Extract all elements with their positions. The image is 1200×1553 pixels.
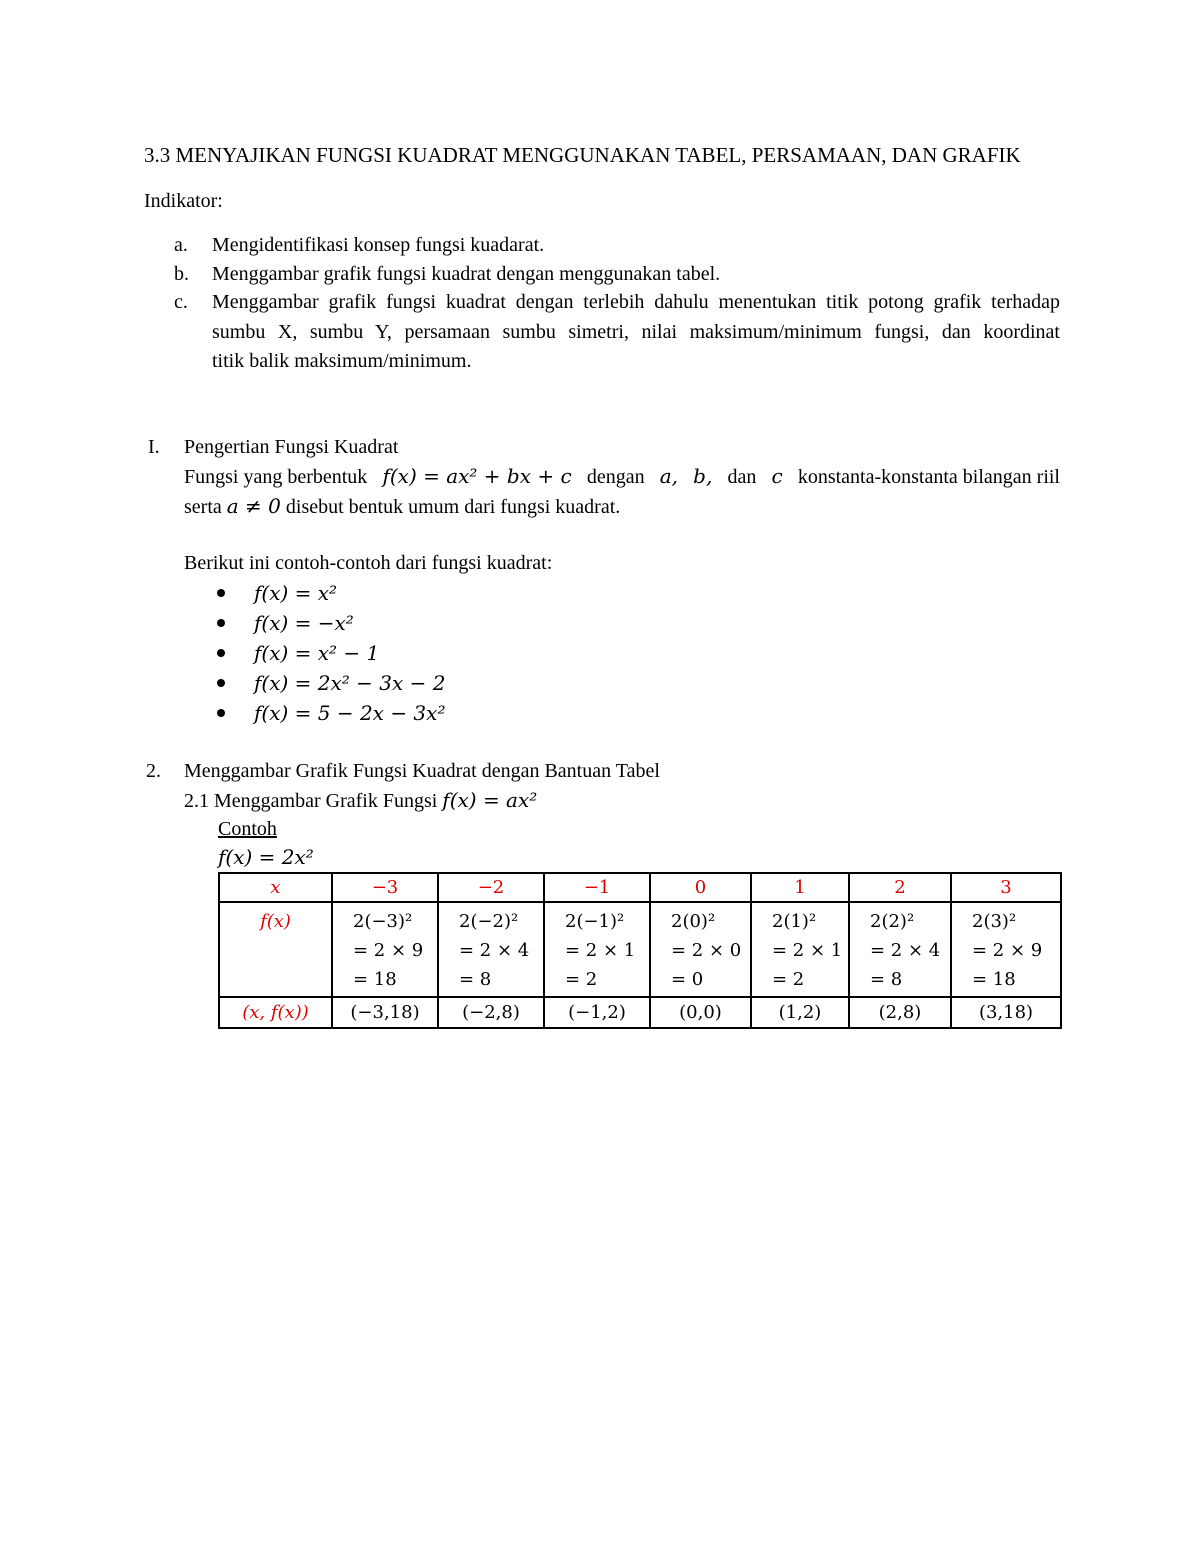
function-table [218, 872, 1062, 1029]
example-formula: f(x) = 5 − 2x − 3x² [254, 701, 446, 725]
page-title: 3.3 MENYAJIKAN FUNGSI KUADRAT MENGGUNAKAN TABEL, PERSAMAAN, DAN GRAFIK [144, 143, 1021, 167]
fx-step: = 8 [459, 969, 492, 990]
fx-cell [438, 902, 544, 997]
list-marker: a. [174, 234, 188, 256]
definition-text: dengan [586, 466, 645, 488]
fx-step: = 18 [972, 969, 1016, 990]
fx-cell [751, 902, 849, 997]
fx-step: = 2 × 4 [870, 940, 941, 961]
example-formula: f(x) = 2x² − 3x − 2 [254, 671, 446, 695]
definition-line2 [184, 496, 620, 517]
header-fx: f(x) [219, 902, 332, 997]
example-formula: f(x) = x² − 1 [254, 641, 380, 665]
header-x: x [219, 873, 332, 902]
bullet-icon [217, 619, 225, 627]
fx-cell [544, 902, 650, 997]
list-marker: b. [174, 263, 189, 285]
pair-cell: (3,18) [951, 997, 1061, 1028]
x-value: 0 [650, 873, 751, 902]
contoh-formula: f(x) = 2x² [218, 845, 314, 869]
pair-cell: (−2,8) [438, 997, 544, 1028]
fx-step: = 0 [671, 969, 704, 990]
fx-step: 2(−1)² [565, 911, 625, 932]
fx-step: = 2 × 9 [353, 940, 424, 961]
bullet-icon [217, 709, 225, 717]
fx-step: = 18 [353, 969, 397, 990]
pair-cell: (−1,2) [544, 997, 650, 1028]
pair-cell: (1,2) [751, 997, 849, 1028]
condition-formula: a ≠ 0 [226, 494, 281, 518]
fx-cell [332, 902, 438, 997]
subsection-formula: f(x) = ax² [442, 788, 538, 812]
table-row [219, 873, 1061, 902]
fx-step: 2(0)² [671, 911, 716, 932]
fx-step: 2(2)² [870, 911, 915, 932]
x-value: 1 [751, 873, 849, 902]
fx-step: = 2 [772, 969, 805, 990]
indikator-item-c-line2: sumbu X, sumbu Y, persamaan sumbu simetri, nilai maksimum/minimum fungsi, dan koordinat [212, 321, 1060, 343]
example-formula: f(x) = −x² [254, 611, 354, 635]
section-number: I. [148, 436, 160, 458]
list-marker: c. [174, 291, 188, 313]
var-a: a, [659, 464, 678, 488]
bullet-icon [217, 589, 225, 597]
fx-cell [951, 902, 1061, 997]
section-number: 2. [146, 760, 161, 782]
subsection-number: 2.1 [184, 790, 209, 812]
general-formula: f(x) = ax² + bx + c [382, 464, 572, 488]
bullet-icon [217, 679, 225, 687]
bullet-icon [217, 649, 225, 657]
definition-text: serta [184, 496, 222, 518]
fx-step: = 8 [870, 969, 903, 990]
pair-cell: (2,8) [849, 997, 951, 1028]
x-value: −2 [438, 873, 544, 902]
indikator-item-b: Menggambar grafik fungsi kuadrat dengan menggunakan tabel. [212, 263, 721, 285]
fx-cell [650, 902, 751, 997]
x-value: 2 [849, 873, 951, 902]
fx-cell [849, 902, 951, 997]
definition-text: disebut bentuk umum dari fungsi kuadrat. [285, 496, 621, 518]
x-value: −3 [332, 873, 438, 902]
subsection-heading [184, 790, 537, 811]
table-row [219, 902, 1061, 997]
indikator-item-a: Mengidentifikasi konsep fungsi kuadarat. [212, 234, 545, 256]
fx-step: 2(3)² [972, 911, 1017, 932]
definition-line1 [184, 466, 1060, 487]
indikator-item-c-line1: Menggambar grafik fungsi kuadrat dengan terlebih dahulu menentukan titik potong grafik terhadap [212, 291, 1060, 313]
fx-step: = 2 [565, 969, 598, 990]
header-pair: (x, f(x)) [219, 997, 332, 1028]
section-heading: Pengertian Fungsi Kuadrat [184, 436, 399, 458]
fx-step: = 2 × 0 [671, 940, 742, 961]
pair-cell: (0,0) [650, 997, 751, 1028]
contoh-label: Contoh [218, 818, 277, 840]
table-row [219, 997, 1061, 1028]
definition-text: konstanta-konstanta bilangan riil [797, 466, 1060, 488]
example-formula: f(x) = x² [254, 581, 338, 605]
indikator-heading: Indikator: [144, 190, 223, 212]
examples-intro: Berikut ini contoh-contoh dari fungsi kuadrat: [184, 552, 553, 574]
fx-step: 2(1)² [772, 911, 817, 932]
x-value: −1 [544, 873, 650, 902]
pair-cell: (−3,18) [332, 997, 438, 1028]
x-value: 3 [951, 873, 1061, 902]
definition-text: dan [727, 466, 757, 488]
fx-step: 2(−2)² [459, 911, 519, 932]
fx-step: = 2 × 1 [772, 940, 843, 961]
indikator-item-c-line3: titik balik maksimum/minimum. [212, 350, 472, 372]
var-c: c [771, 464, 783, 488]
section-heading: Menggambar Grafik Fungsi Kuadrat dengan Bantuan Tabel [184, 760, 660, 782]
fx-step: = 2 × 1 [565, 940, 636, 961]
definition-text: Fungsi yang berbentuk [184, 466, 368, 488]
var-b: b, [693, 464, 713, 488]
subsection-text: Menggambar Grafik Fungsi [214, 790, 438, 812]
fx-step: 2(−3)² [353, 911, 413, 932]
fx-step: = 2 × 4 [459, 940, 530, 961]
fx-step: = 2 × 9 [972, 940, 1043, 961]
